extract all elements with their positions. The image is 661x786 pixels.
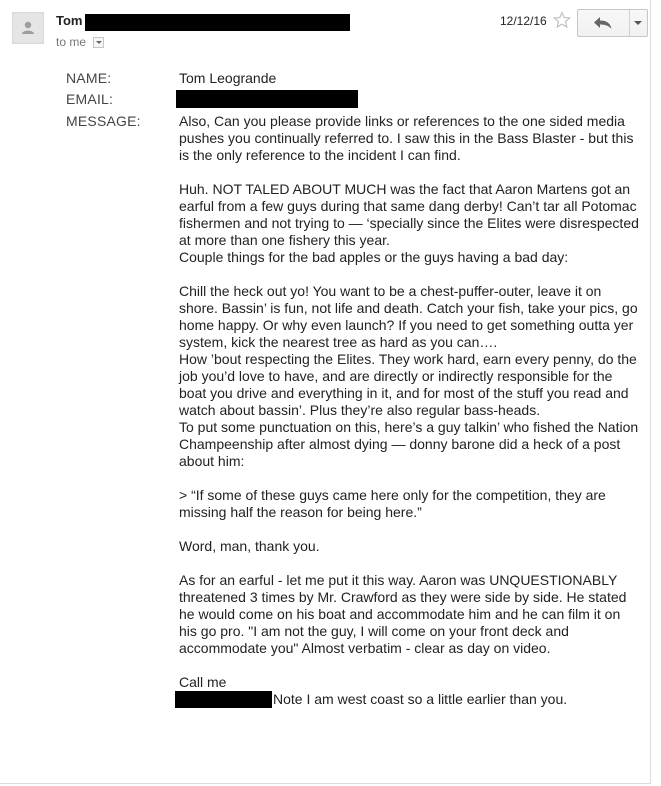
message-paragraph: Chill the heck out yo! You want to be a chest-puffer-outer, leave it on shore. Bassin’ is fun, not life and death. Catch your fish, take your pics, go home happy. Or why even launch? If you need to get something outta yer system, kick the nearest tree as hard as you can…. How ’bout respecting the Elites. They work hard, earn every penny, do the job you’d love to have, and are directly or indirectly responsible for the boat you drive and everything in it, and for most of the stuff you read and watch about bassin’. Plus they’re also regular bass-heads. To put some punctuation on this, here’s a guy talkin’ who fished the Nation Champeenship after almost dying — donny barone did a heck of a post about him:: [179, 283, 639, 469]
paragraph-gap: [179, 164, 639, 181]
message-paragraph: Call me: [179, 674, 227, 690]
closing-note: Note I am west coast so a little earlier than you.: [273, 691, 568, 707]
email-label: EMAIL:: [66, 91, 114, 107]
star-icon[interactable]: [553, 11, 571, 29]
message-date: 12/12/16: [500, 14, 547, 28]
sender-name[interactable]: Tom: [56, 13, 83, 28]
paragraph-gap: [179, 470, 639, 487]
paragraph-gap: [179, 657, 639, 674]
closing-line: [179, 691, 639, 708]
person-icon: [13, 13, 43, 43]
show-details-dropdown-icon[interactable]: [93, 37, 104, 48]
message-paragraph: As for an earful - let me put it this way. Aaron was UNQUESTIONABLY threatened 3 times by Mr. Crawford as they were side by side. He stated he would come on his boat and accommodate him and he can film it on his go pro. "I am not the guy, I will come on your front deck and accommodate you" Almost verbatim - clear as day on video.: [179, 572, 627, 656]
reply-button-group: [577, 9, 648, 37]
name-value: Tom Leogrande: [179, 70, 277, 86]
message-paragraph: > “If some of these guys came here only for the competition, they are missing half the reason for being here.”: [179, 487, 606, 520]
avatar[interactable]: [12, 12, 44, 44]
redacted-sender-email: [85, 14, 350, 31]
redacted-email-value: [176, 90, 358, 108]
recipient-label: to me: [56, 35, 87, 49]
name-label: NAME:: [66, 70, 112, 86]
message-paragraph: Also, Can you please provide links or references to the one sided media pushes you continually referred to. I saw this in the Bass Blaster - but this is the only reference to the incident I can find.: [179, 113, 634, 163]
reply-arrow-icon: [593, 16, 613, 30]
message-paragraph: Huh. NOT TALED ABOUT MUCH was the fact that Aaron Martens got an earful from a few guys during that same dang derby! Can’t tar all Potomac fishermen and not trying to — ‘specially since the Elites were disrespected at more than one fishery this year. Couple things for the bad apples or the guys having a bad day:: [179, 181, 639, 265]
message-label: MESSAGE:: [66, 113, 141, 129]
paragraph-gap: [179, 555, 639, 572]
more-options-dropdown[interactable]: [630, 10, 647, 36]
message-paragraph: Word, man, thank you.: [179, 538, 320, 554]
paragraph-gap: [179, 266, 639, 283]
redacted-phone-number: [175, 691, 272, 708]
paragraph-gap: [179, 521, 639, 538]
reply-button[interactable]: [578, 10, 629, 36]
message-body: [179, 113, 639, 708]
